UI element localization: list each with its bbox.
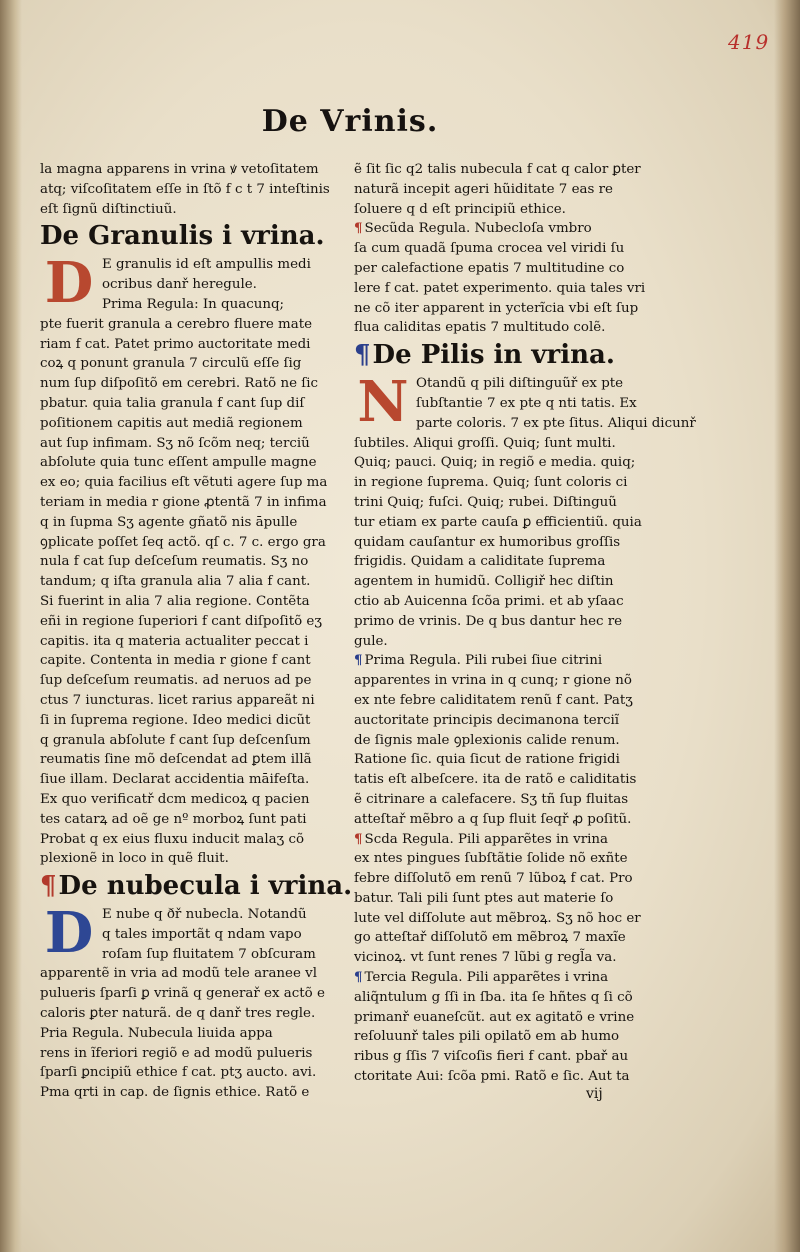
- text-line: [354, 750, 646, 770]
- text-line: [40, 750, 330, 770]
- text-line: [40, 1004, 330, 1024]
- text-line: [40, 394, 330, 414]
- text-line-content: de ſignis male ꝯplexionis calide renum.: [354, 732, 620, 748]
- catchword: vij: [586, 1086, 603, 1102]
- text-line-content: reumatis ſine mõ deſcendat ad ꝑtem illã: [40, 752, 312, 768]
- text-line: [354, 493, 646, 513]
- text-line-content: Prima Regula: In quacunq;: [102, 296, 285, 312]
- drop-initial: N: [357, 369, 409, 436]
- text-line-content: flua caliditas epatis 7 multitudo colẽ.: [354, 320, 606, 336]
- text-line-content: primanř euaneſcũt. aut ex agitatõ e vrine: [354, 1009, 635, 1025]
- text-line: [40, 1024, 330, 1044]
- text-line: [40, 335, 330, 355]
- text-line-content: Otandũ q pili diſtinguũř ex pte: [416, 376, 624, 392]
- text-line-content: ex nte febre caliditatem renũ f cant. Patʒ: [354, 692, 633, 708]
- text-line: [40, 790, 330, 810]
- text-line-content: primo de vrinis. De q bus dantur hec re: [354, 613, 623, 629]
- section-heading-text: De Pilis in vrina.: [372, 340, 615, 371]
- text-line-content: ſubſtantie 7 ex pte q nti tatis. Ex: [416, 395, 637, 411]
- text-line-content: aliq̃ntulum g ſſi in ſba. ita ſe hñtes q ſi cõ: [354, 989, 633, 1005]
- text-line: [40, 810, 330, 830]
- page-edge: [774, 0, 800, 1252]
- text-line: [40, 651, 330, 671]
- folio-number: 419: [728, 30, 770, 54]
- text-line-content: Quiq; pauci. Quiq; in regiõ e media. quiq;: [354, 455, 636, 471]
- text-line-content: ctus 7 iuncturas. licet rarius appareãt ni: [40, 692, 315, 708]
- text-line-content: tatis eſt albeſcere. ita de ratõ e caliditatis: [354, 772, 637, 788]
- text-line: [354, 180, 646, 200]
- pilcrow-mark: ¶: [354, 340, 371, 371]
- text-line-content: atteſtař mẽbro a q ſup fluit ſeqř ꝓ poſitũ.: [354, 811, 632, 827]
- text-line: [354, 1027, 646, 1047]
- text-line: [354, 988, 646, 1008]
- text-line: [354, 711, 646, 731]
- text-line: [354, 770, 646, 790]
- text-line: [40, 533, 330, 553]
- text-line: [354, 513, 646, 533]
- text-line-content: capite. Contenta in media r gione f cant: [40, 653, 311, 669]
- section-heading: [40, 869, 353, 905]
- text-line-content: eñi in regione ſuperiori f cant diſpoſitõ eʒ: [40, 613, 322, 629]
- text-line: [40, 632, 330, 652]
- text-line-content: pte fuerit granula a cerebro fluere mate: [40, 316, 313, 332]
- text-line-content: q granula abſolute f cant ſup deſcenſum: [40, 732, 311, 748]
- text-line: [40, 414, 330, 434]
- text-line: [40, 434, 330, 454]
- text-line-content: ſoluere q d eſt principiũ ethice.: [354, 201, 566, 217]
- text-line-content: Probat q ex eius fluxu inducit malaʒ cõ: [40, 831, 305, 847]
- pilcrow-mark: ¶: [354, 652, 363, 669]
- text-line: [40, 200, 330, 220]
- text-line-content: ẽ ſit ſic q2 talis nubecula f cat q calor ꝑter: [354, 162, 641, 177]
- text-line-content: roſam ſup fluitatem 7 obſcuram: [102, 946, 316, 962]
- text-line-content: num ſup diſpoſitõ em cerebri. Ratõ ne ſic: [40, 376, 319, 392]
- pilcrow-mark: ¶: [40, 871, 57, 902]
- text-line: [40, 1063, 330, 1083]
- text-line-content: Tercia Regula. Pili apparẽtes i vrina: [364, 970, 609, 986]
- text-line: [354, 731, 646, 751]
- text-line: [354, 810, 646, 830]
- text-line-content: E granulis id eſt ampullis medi: [102, 257, 311, 273]
- text-line-content: teriam in media r gione ꝓtentã 7 in infima: [40, 494, 327, 510]
- text-line: [354, 671, 646, 691]
- text-line: [40, 592, 330, 612]
- text-line-content: gule.: [354, 633, 388, 649]
- text-line-content: Ex quo verificatř dcm medicoꝝ q pacien: [40, 791, 310, 807]
- text-line-content: riam f cat. Patet primo auctoritate medi: [40, 336, 311, 352]
- text-line: [354, 572, 646, 592]
- text-line-content: Pma qrti in cap. de ſignis ethice. Ratõ e: [40, 1085, 310, 1101]
- text-line: [354, 632, 646, 652]
- pilcrow-mark: ¶: [354, 969, 363, 986]
- text-line: [354, 453, 646, 473]
- text-line-content: vicinoꝝ. vt ſunt renes 7 lũbi g regl̃a va.: [354, 950, 617, 966]
- text-line-content: apparentẽ in vria ad modũ tele aranee vl: [40, 966, 318, 982]
- text-line: [40, 1044, 330, 1064]
- text-line: [40, 473, 330, 493]
- text-line-content: coꝝ q ponunt granula 7 circulũ eſſe ſig: [40, 356, 302, 372]
- text-line: [40, 711, 330, 731]
- text-line-content: parte coloris. 7 ex pte ſitus. Aliqui dicunř: [416, 415, 696, 431]
- text-line-content: in regione ſuprema. Quiq; ſunt coloris ci: [354, 475, 628, 491]
- text-line: [354, 552, 646, 572]
- text-line: [40, 453, 330, 473]
- text-line: [354, 299, 646, 319]
- text-line-content: E nube q ðř nubecla. Notandũ: [102, 907, 307, 923]
- text-line: [354, 869, 646, 889]
- text-line-content: nula f cat ſup deſceſum reumatis. Sʒ no: [40, 554, 309, 570]
- text-line-content: ꝯplicate poſſet ſeq actõ. qſ c. 7 c. ergo gra: [40, 534, 326, 550]
- text-line: [354, 473, 646, 493]
- text-line: [40, 984, 330, 1004]
- text-line-content: ocribus danř heregule.: [102, 277, 257, 293]
- binding-gutter: [0, 0, 22, 1252]
- left-column: [40, 160, 353, 1103]
- text-line: [40, 671, 330, 691]
- text-line-content: go atteſtař diſſolutõ em mẽbroꝝ 7 maxĩe: [354, 930, 626, 946]
- text-line: [354, 1008, 646, 1028]
- text-line: [354, 219, 646, 239]
- text-line-content: quidam cauſantur ex humoribus groſſis: [354, 534, 621, 550]
- text-line-content: poſitionem capitis aut mediã regionem: [40, 415, 303, 431]
- text-line: [354, 239, 646, 259]
- text-line-content: tur etiam ex parte cauſa ꝑ efficientiũ. quia: [354, 514, 642, 530]
- text-line: [354, 612, 646, 632]
- text-line-content: lute vel diſſolute aut mẽbroꝝ. Sʒ nõ hoc er: [354, 910, 641, 926]
- text-line: [40, 830, 330, 850]
- text-line-content: la magna apparens in vrina ꝟ vetoſitatem: [40, 162, 319, 177]
- right-column: [354, 160, 696, 1087]
- text-line-content: pulueris ſparſi ꝑ vrinã q generař ex actõ e: [40, 986, 325, 1002]
- text-line: [354, 830, 646, 850]
- text-line-content: Ratione ſic. quia ſicut de ratione frigidi: [354, 752, 620, 768]
- text-line: [354, 790, 646, 810]
- text-line: [40, 552, 330, 572]
- text-line-content: ſi in ſuprema regione. Ideo medici dicũt: [40, 712, 311, 728]
- text-line-content: frigidis. Quidam a caliditate ſuprema: [354, 554, 606, 570]
- text-line: [40, 964, 330, 984]
- text-line-content: Si fuerint in alia 7 alia regione. Contẽta: [40, 593, 310, 609]
- text-line-content: batur. Tali pili ſunt ptes aut materie ſo: [354, 890, 614, 906]
- text-line-content: agentem in humidũ. Colligiř hec diſtin: [354, 574, 614, 590]
- text-line-content: q in ſupma Sʒ agente gñatõ nis āpulle: [40, 514, 298, 530]
- text-line: [354, 318, 646, 338]
- text-line: [354, 259, 646, 279]
- section-heading: [354, 338, 646, 374]
- text-line-content: ctio ab Auicenna ſcõa primi. et ab yſaac: [354, 593, 624, 609]
- text-line: [40, 770, 330, 790]
- text-line: [354, 691, 646, 711]
- text-line-content: febre diſſolutõ em renũ 7 lũboꝝ f cat. Pro: [354, 871, 633, 887]
- text-line: [354, 592, 646, 612]
- text-line: [40, 612, 330, 632]
- text-line-content: ſubtiles. Aliqui groſſi. Quiq; ſunt multi.: [354, 435, 616, 451]
- text-line: [40, 849, 330, 869]
- text-line-content: ctoritate Aui: ſcõa pmi. Ratõ e ſic. Aut ta: [354, 1069, 630, 1085]
- text-line: [354, 909, 646, 929]
- text-line-content: trini Quiq; fuſci. Quiq; rubei. Diſtinguũ: [354, 494, 617, 510]
- pilcrow-mark: ¶: [354, 220, 363, 237]
- text-line: [40, 493, 330, 513]
- text-line-content: Pria Regula. Nubecula liuida appa: [40, 1025, 273, 1041]
- section-heading-text: De Granulis i vrina.: [40, 221, 325, 252]
- text-line-content: Prima Regula. Pili rubei ſiue citrini: [364, 653, 603, 669]
- text-line-content: ſparſi ꝑncipiũ ethice f cat. ptʒ aucto. avi.: [40, 1065, 317, 1081]
- text-line: [40, 1083, 330, 1103]
- text-line-content: Scda Regula. Pili apparẽtes in vrina: [364, 831, 609, 847]
- text-line: [40, 572, 330, 592]
- text-line: [354, 160, 646, 180]
- text-line-content: auctoritate principis decimanona terciĩ: [354, 712, 620, 728]
- text-line-content: tes catarꝝ ad oẽ ge nº morboꝝ ſunt pati: [40, 811, 307, 827]
- text-line-content: abſolute quia tunc eſſent ampulle magne: [40, 455, 317, 471]
- text-line: [354, 1047, 646, 1067]
- text-line: [40, 354, 330, 374]
- text-line: [40, 731, 330, 751]
- text-line-content: q tales importãt q ndam vapo: [102, 926, 302, 942]
- pilcrow-mark: ¶: [354, 830, 363, 847]
- text-line-content: ſup deſceſum reumatis. ad neruos ad pe: [40, 673, 312, 689]
- text-line-content: ex eo; quia facilius eſt vẽtuti agere ſup ma: [40, 475, 328, 491]
- text-line: [354, 968, 646, 988]
- text-line-content: naturã incepit ageri hũiditate 7 eas re: [354, 181, 613, 197]
- text-line-content: ex ntes pingues ſubſtãtie ſolide nõ exñte: [354, 851, 628, 867]
- text-line: [354, 1067, 646, 1087]
- text-line: [354, 200, 646, 220]
- text-line: [354, 279, 646, 299]
- section-heading: [40, 219, 330, 255]
- text-line-content: plexionẽ in loco in quẽ fluit.: [40, 851, 229, 867]
- text-line: [354, 434, 646, 454]
- text-line: [40, 180, 330, 200]
- text-line-content: ne cõ iter apparent in ycterĩcia vbi eſt ſup: [354, 300, 639, 316]
- text-line: [40, 691, 330, 711]
- text-line-content: reſoluunř tales pili opilatõ em ab humo: [354, 1029, 620, 1045]
- text-line-content: eſt ſignũ diſtinctiuũ.: [40, 201, 177, 217]
- text-line-content: ẽ citrinare a calefacere. Sʒ tñ ſup fluitas: [354, 791, 629, 807]
- text-line-content: capitis. ita q materia actualiter peccat i: [40, 633, 309, 649]
- text-line-content: per calefactione epatis 7 multitudine co: [354, 260, 625, 276]
- text-line: [354, 533, 646, 553]
- drop-initial: D: [44, 250, 94, 317]
- text-line-content: lere f cat. patet experimento. quia tales vri: [354, 280, 646, 296]
- text-line-content: Secũda Regula. Nubecloſa vmbro: [364, 221, 592, 237]
- text-line-content: pbatur. quia talia granula f cant ſup diſ: [40, 395, 305, 411]
- text-line: [354, 651, 646, 671]
- text-line: [354, 849, 646, 869]
- text-line-content: atq; viſcoſitatem eſſe in ſtõ f c t 7 inteſtinis: [40, 181, 330, 197]
- text-line: [354, 889, 646, 909]
- text-line-content: ſiue illam. Declarat accidentia māifeſta.: [40, 772, 310, 788]
- text-line-content: tandum; q iſta granula alia 7 alia f cant.: [40, 574, 311, 590]
- section-heading-text: De nubecula i vrina.: [58, 871, 353, 902]
- text-line: [354, 928, 646, 948]
- text-line: [40, 160, 330, 180]
- text-line-content: caloris ꝑter naturã. de q danř tres regle.: [40, 1006, 316, 1022]
- text-line: [40, 513, 330, 533]
- text-line-content: rens in ĩferiori regiõ e ad modũ pulueris: [40, 1045, 313, 1061]
- running-head: De Vrinis.: [261, 104, 439, 139]
- text-line: [40, 374, 330, 394]
- text-line: [40, 315, 330, 335]
- text-line-content: apparentes in vrina in q cunq; r gione nõ: [354, 673, 632, 689]
- text-line-content: ribus g ſſis 7 viſcoſis fieri f cant. pbař au: [354, 1049, 629, 1065]
- text-line-content: aut ſup infimam. Sʒ nõ ſcõm neq; terciũ: [40, 435, 310, 451]
- text-line: [354, 948, 646, 968]
- drop-initial: D: [44, 900, 94, 967]
- text-line-content: ſa cum quadã ſpuma crocea vel viridi ſu: [354, 241, 625, 257]
